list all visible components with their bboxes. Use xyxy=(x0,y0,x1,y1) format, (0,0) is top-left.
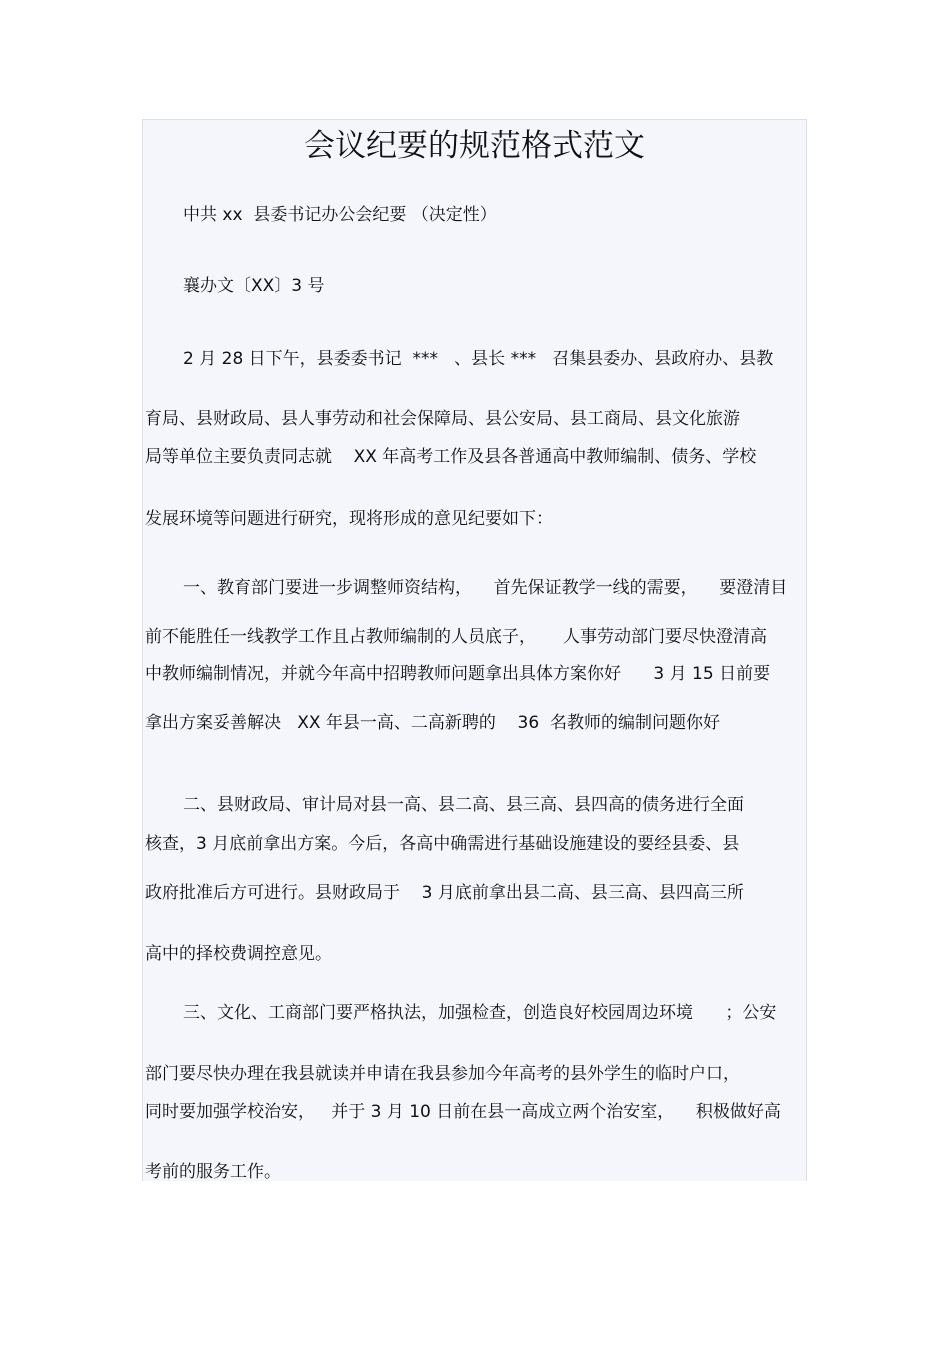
item3-line-3: 同时要加强学校治安， 并于 3 月 10 日前在县一高成立两个治安室， 积极做好高 xyxy=(145,1102,781,1122)
item2-line-2: 核查，3 月底前拿出方案。今后，各高中确需进行基础设施建设的要经县委、县 xyxy=(145,834,740,854)
document-number: 襄办文〔XX〕3 号 xyxy=(183,276,325,296)
document-page xyxy=(142,119,807,1181)
document-heading: 中共 xx 县委书记办公会纪要 （决定性） xyxy=(183,205,497,225)
item2-line-1: 二、县财政局、审计局对县一高、县二高、县三高、县四高的债务进行全面 xyxy=(183,795,744,815)
document-title: 会议纪要的规范格式范文 xyxy=(304,128,645,164)
item1-line-3: 中教师编制情况，并就今年高中招聘教师问题拿出具体方案你好 3 月 15 日前要 xyxy=(145,664,771,684)
item3-line-1: 三、文化、工商部门要严格执法，加强检查，创造良好校园周边环境 ；公安 xyxy=(183,1003,777,1023)
intro-line-2: 育局、县财政局、县人事劳动和社会保障局、县公安局、县工商局、县文化旅游 xyxy=(145,409,740,429)
item3-line-4: 考前的服务工作。 xyxy=(145,1162,281,1182)
item1-line-1: 一、教育部门要进一步调整师资结构， 首先保证教学一线的需要， 要澄清目 xyxy=(183,578,788,598)
item1-line-2: 前不能胜任一线教学工作且占教师编制的人员底子， 人事劳动部门要尽快澄清高 xyxy=(145,627,768,647)
item2-line-4: 高中的择校费调控意见。 xyxy=(145,944,332,964)
item1-line-4: 拿出方案妥善解决 XX 年县一高、二高新聘的 36 名教师的编制问题你好 xyxy=(145,713,720,733)
item2-line-3: 政府批准后方可进行。县财政局于 3 月底前拿出县二高、县三高、县四高三所 xyxy=(145,883,744,903)
item3-line-2: 部门要尽快办理在我县就读并申请在我县参加今年高考的县外学生的临时户口， xyxy=(145,1064,740,1084)
intro-line-1: 2 月 28 日下午，县委委书记 *** 、县长 *** 召集县委办、县政府办、县教 xyxy=(183,349,774,369)
intro-line-3: 局等单位主要负责同志就 XX 年高考工作及县各普通高中教师编制、债务、学校 xyxy=(145,447,757,467)
intro-line-4: 发展环境等问题进行研究，现将形成的意见纪要如下： xyxy=(145,509,553,529)
